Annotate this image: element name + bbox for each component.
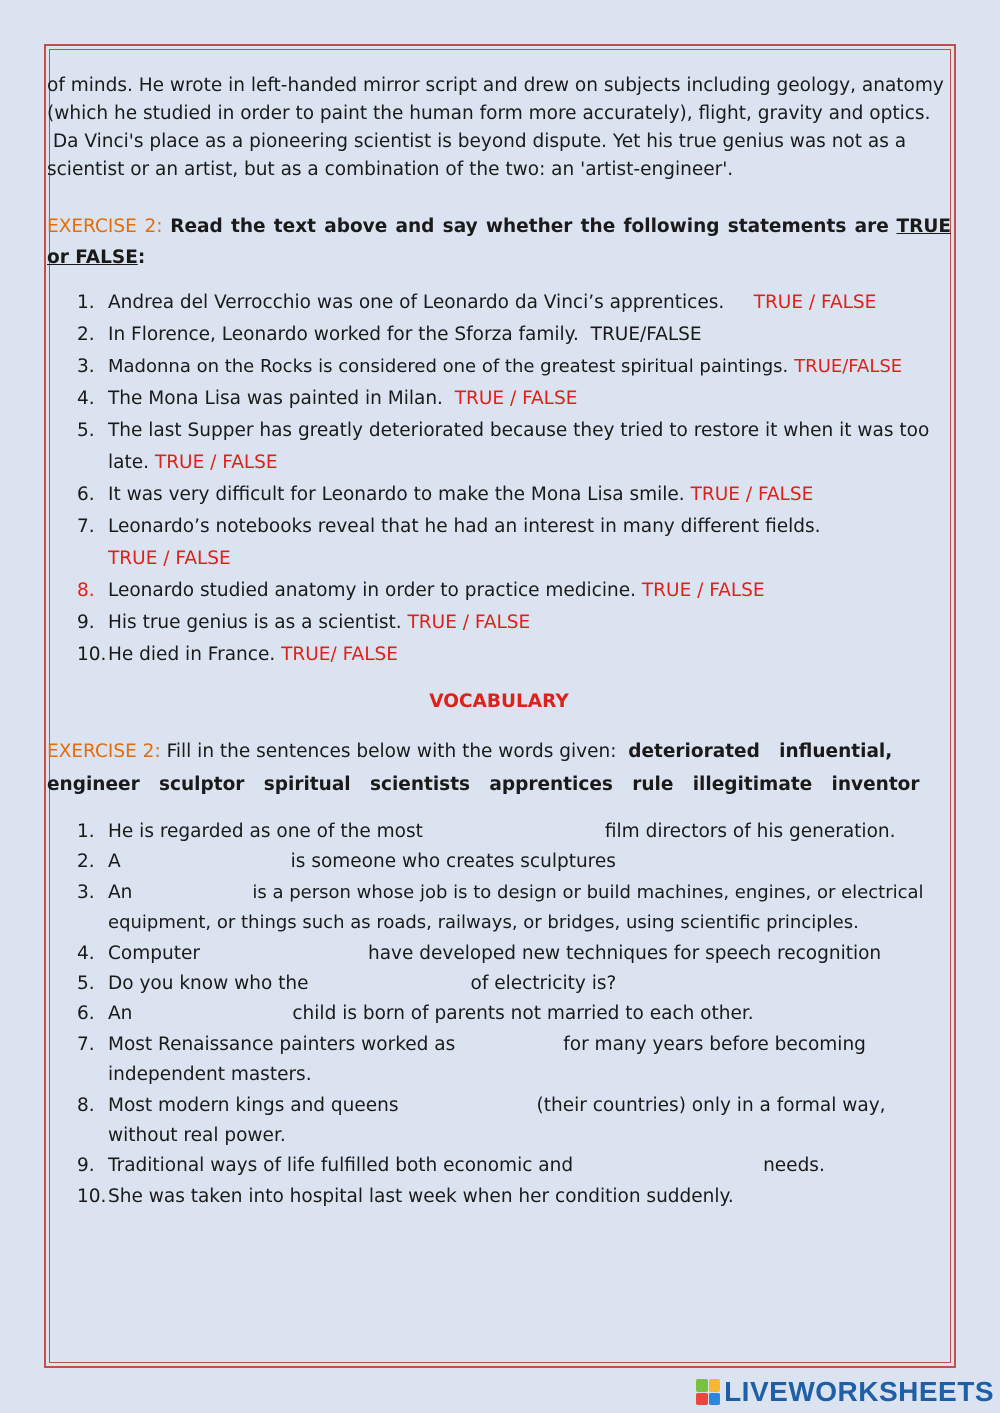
tf-answer-option[interactable]: TRUE / FALSE: [753, 292, 877, 313]
exercise-vocab-instruction: Fill in the sentences below with the words given:: [166, 741, 617, 762]
tf-item: [47, 319, 951, 351]
fill-item-after: (their countries) only in a formal way, without real power.: [108, 1094, 886, 1147]
tf-item: [47, 415, 951, 479]
exercise-tf-underlined: TRUE or FALSE: [47, 216, 951, 268]
fill-item: [47, 1182, 951, 1212]
fill-item-before: Most modern kings and queens: [108, 1094, 399, 1116]
tf-item-text: It was very difficult for Leonardo to make the Mona Lisa smile.: [108, 484, 685, 505]
exercise-tf-colon: :: [137, 247, 146, 268]
tf-answer-option[interactable]: TRUE/ FALSE: [281, 644, 398, 665]
tf-item-text: Leonardo studied anatomy in order to practice medicine.: [108, 580, 636, 601]
fill-item-after: child is born of parents not married to each other.: [292, 1003, 754, 1025]
fill-item-before: He is regarded as one of the most: [108, 821, 423, 842]
tf-item-number: 10.: [77, 644, 107, 665]
tf-item-number: 2.: [77, 324, 95, 345]
tf-item: [47, 351, 951, 383]
word-bank-line: engineer sculptor spiritual scientists apprentices rule illegitimate inventor: [47, 774, 920, 795]
intro-line: (which he studied in order to paint the human form more accurately), flight, gravity and optics.: [47, 103, 931, 124]
fill-item: [47, 878, 951, 939]
tf-item: [47, 607, 951, 639]
fill-item-before: An: [108, 881, 133, 903]
tf-item: [47, 639, 951, 671]
fill-item-before: Most Renaissance painters worked as: [108, 1033, 456, 1055]
tf-answer-option[interactable]: TRUE / FALSE: [690, 484, 814, 505]
fill-item: [47, 847, 951, 877]
tf-item-number: 8.: [77, 580, 95, 601]
tf-item-text: In Florence, Leonardo worked for the Sforza family.: [108, 324, 579, 345]
fill-item-before: She was taken into hospital last week when her condition suddenly.: [108, 1185, 734, 1207]
fill-item-after: have developed new techniques for speech recognition: [367, 942, 882, 964]
tf-item-number: 5.: [77, 420, 95, 441]
fill-item-number: 2.: [77, 851, 95, 873]
fill-item-before: A: [108, 851, 121, 873]
tf-item-text: Madonna on the Rocks is considered one of the greatest spiritual paintings.: [108, 356, 789, 377]
tf-answer-option[interactable]: TRUE/FALSE: [590, 324, 702, 345]
fill-item: [47, 999, 951, 1029]
fill-item: [47, 969, 951, 999]
tf-item-text: The Mona Lisa was painted in Milan.: [108, 388, 443, 409]
intro-paragraph: [47, 72, 951, 184]
fill-list: [47, 817, 951, 1212]
tf-answer-option[interactable]: TRUE / FALSE: [641, 580, 765, 601]
fill-item-after: is a person whose job is to design or build machines, engines, or electrical equipment, or things such as roads, railways, or bridges, using scientific principles.: [108, 881, 924, 934]
fill-item-before: Traditional ways of life fulfilled both economic and: [108, 1155, 574, 1177]
fill-item-number: 3.: [77, 881, 95, 903]
fill-item-number: 4.: [77, 942, 95, 964]
tf-item-number: 6.: [77, 484, 95, 505]
vocabulary-title: VOCABULARY: [429, 691, 569, 712]
intro-line: Da Vinci's place as a pioneering scientist is beyond dispute. Yet his true genius was not as a: [47, 131, 907, 152]
tf-answer-option[interactable]: TRUE / FALSE: [108, 548, 231, 569]
exercise-vocab-heading: [47, 735, 951, 801]
fill-item-number: 1.: [77, 821, 95, 842]
intro-line: of minds. He wrote in left-handed mirror script and drew on subjects including geology, anatomy: [47, 75, 944, 96]
fill-item: [47, 1091, 951, 1152]
tf-item: [47, 287, 951, 319]
fill-item-number: 9.: [77, 1155, 95, 1177]
fill-item: [47, 1030, 951, 1091]
exercise-tf-label: EXERCISE 2:: [47, 216, 163, 237]
tf-item-text: His true genius is as a scientist.: [108, 612, 402, 633]
fill-item: [47, 939, 951, 969]
fill-item-after: film directors of his generation.: [604, 821, 896, 842]
fill-item-number: 8.: [77, 1094, 95, 1116]
fill-item-before: Do you know who the: [108, 973, 309, 995]
tf-item-text: He died in France.: [108, 644, 276, 665]
word-bank-line: deteriorated influential,: [628, 741, 893, 762]
tf-item-number: 4.: [77, 388, 95, 409]
tf-item-text: The last Supper has greatly deteriorated because they tried to restore it when it was too late.: [108, 420, 930, 473]
liveworksheets-logo-text: LIVEWORKSHEETS: [724, 1376, 994, 1407]
exercise-tf-heading: [47, 211, 951, 273]
fill-item-after: is someone who creates sculptures: [290, 851, 616, 873]
fill-item: [47, 1151, 951, 1181]
tf-item: [47, 383, 951, 415]
liveworksheets-watermark: [696, 1375, 994, 1409]
fill-item-number: 7.: [77, 1033, 95, 1055]
exercise-tf-instruction: Read the text above and say whether the following statements are: [170, 216, 889, 237]
fill-item-after: for many years before becoming independent masters.: [108, 1033, 866, 1086]
tf-item-number: 1.: [77, 292, 95, 313]
tf-item-number: 7.: [77, 516, 95, 537]
tf-item-number: 3.: [77, 356, 95, 377]
tf-list: [47, 287, 951, 671]
tf-item: [47, 479, 951, 511]
tf-answer-option[interactable]: TRUE / FALSE: [154, 452, 278, 473]
fill-item-after: of electricity is?: [470, 973, 617, 995]
tf-item-number: 9.: [77, 612, 95, 633]
tf-answer-option[interactable]: TRUE / FALSE: [454, 388, 578, 409]
fill-item-after: needs.: [763, 1155, 825, 1177]
exercise-vocab-label: EXERCISE 2:: [47, 741, 161, 762]
tf-answer-option[interactable]: TRUE/FALSE: [794, 356, 903, 377]
intro-line: scientist or an artist, but as a combination of the two: an 'artist-engineer'.: [47, 159, 734, 180]
tf-item-text: Leonardo’s notebooks reveal that he had an interest in many different fields.: [108, 516, 821, 537]
tf-item: [47, 575, 951, 607]
fill-item-number: 10.: [77, 1185, 107, 1207]
fill-item-number: 6.: [77, 1003, 95, 1025]
tf-item-text: Andrea del Verrocchio was one of Leonardo da Vinci’s apprentices.: [108, 292, 725, 313]
fill-item-before: An: [108, 1003, 133, 1025]
fill-item-number: 5.: [77, 973, 95, 995]
tf-item: [47, 511, 951, 575]
fill-item: [47, 817, 951, 847]
fill-item-before: Computer: [108, 942, 200, 964]
worksheet-content: [47, 72, 951, 1212]
tf-answer-option[interactable]: TRUE / FALSE: [407, 612, 531, 633]
liveworksheets-logo-icon: [696, 1379, 720, 1405]
